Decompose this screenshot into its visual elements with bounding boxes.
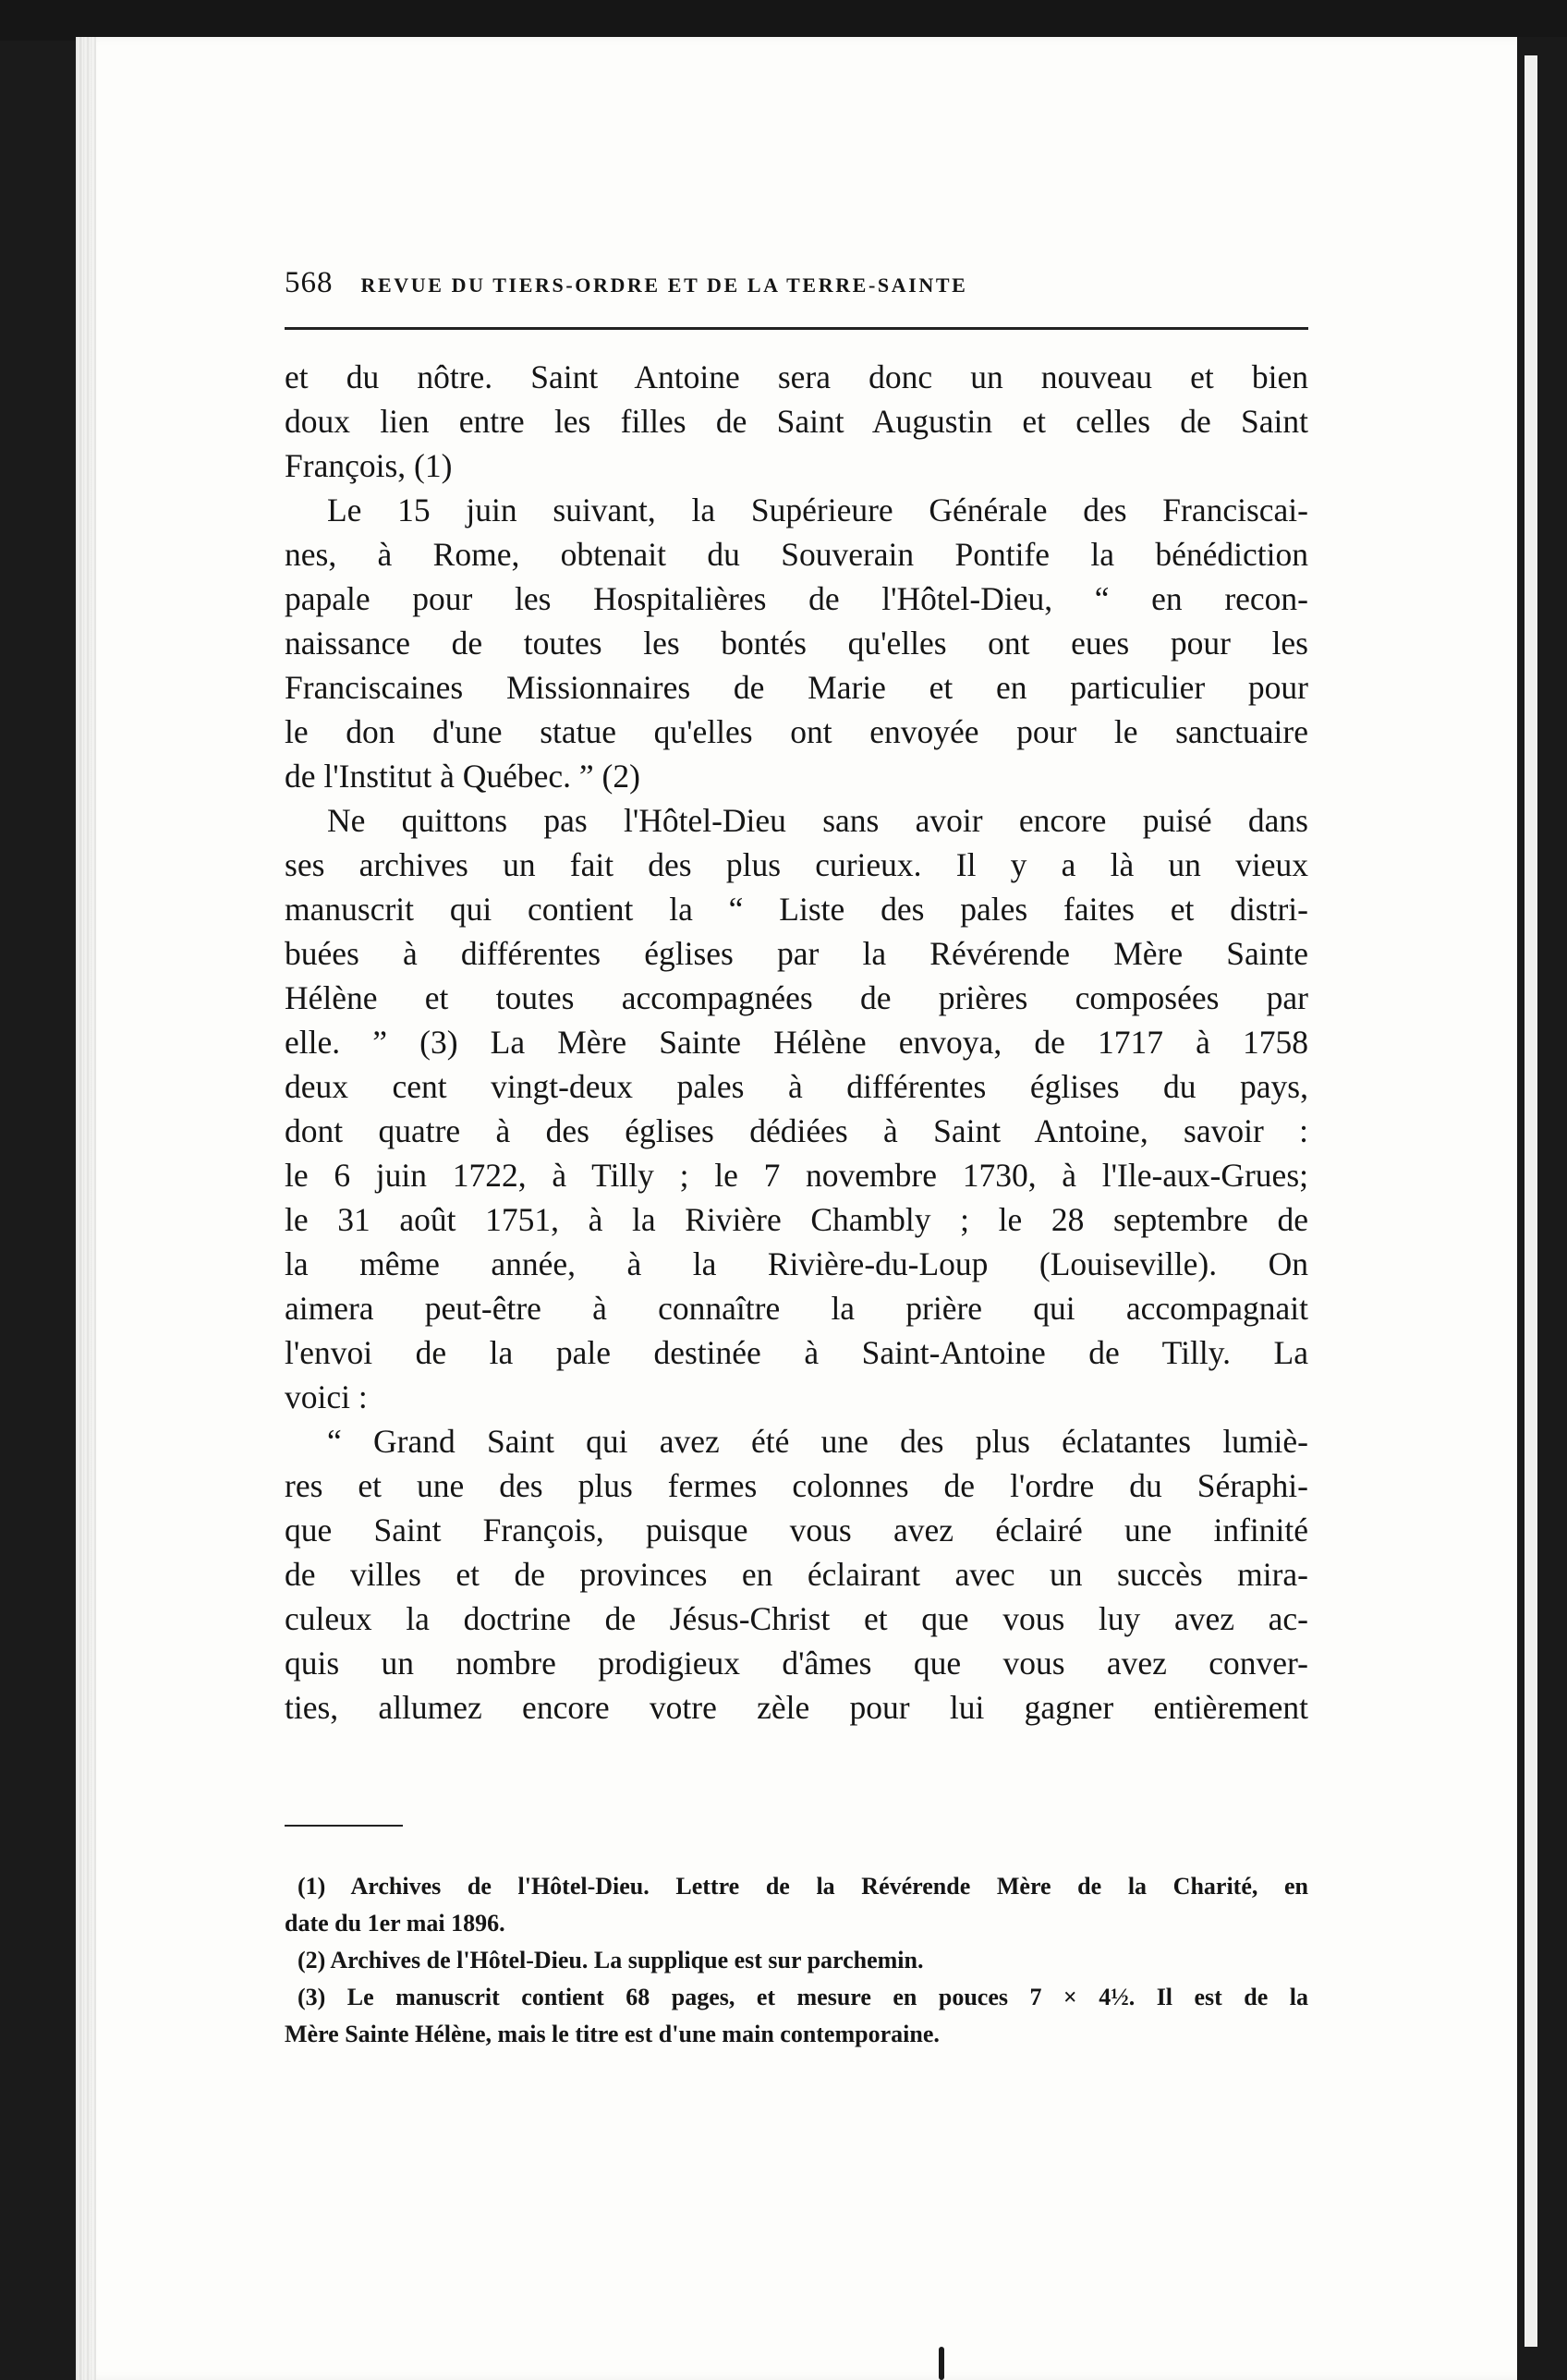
text-line: manuscrit qui contient la “ Liste des pales faites et distri- [285,891,1308,928]
text-line: Le 15 juin suivant, la Supérieure Générale des Franciscai- [327,492,1308,528]
footnote-line: date du 1er mai 1896. [285,1910,505,1937]
text-line: res et une des plus fermes colonnes de l'ordre du Séraphi- [285,1467,1308,1504]
page-number: 568 [285,266,334,299]
text-line: l'envoi de la pale destinée à Saint-Antoine de Tilly. La [285,1334,1308,1371]
text-line: ties, allumez encore votre zèle pour lui gagner entièrement [285,1689,1308,1726]
text-line: le 6 juin 1722, à Tilly ; le 7 novembre 1730, à l'Ile-aux-Grues; [285,1157,1308,1194]
scan-top-border [0,0,1567,41]
text-line: de l'Institut à Québec. ” (2) [285,758,640,795]
footnote-line: (2) Archives de l'Hôtel-Dieu. La supplique est sur parchemin. [298,1947,924,1973]
text-line: quis un nombre prodigieux d'âmes que vous avez conver- [285,1645,1308,1682]
text-line: nes, à Rome, obtenait du Souverain Pontife la bénédiction [285,536,1308,573]
footnotes [285,1868,1308,2053]
scan-artifact [939,2347,944,2380]
facing-page-edge [1524,55,1537,2347]
text-line: elle. ” (3) La Mère Sainte Hélène envoya, de 1717 à 1758 [285,1024,1308,1061]
text-line: Hélène et toutes accompagnées de prières composées par [285,979,1308,1016]
body-text [285,355,1308,1730]
footnote-line: (1) Archives de l'Hôtel-Dieu. Lettre de la Révérende Mère de la Charité, en [298,1873,1308,1900]
text-line: Franciscaines Missionnaires de Marie et en particulier pour [285,669,1308,706]
footnote-line: Mère Sainte Hélène, mais le titre est d'une main contemporaine. [285,2021,940,2047]
text-line: et du nôtre. Saint Antoine sera donc un nouveau et bien [285,358,1308,395]
text-line: deux cent vingt-deux pales à différentes églises du pays, [285,1068,1308,1105]
running-header [285,266,1308,303]
text-line: Ne quittons pas l'Hôtel-Dieu sans avoir encore puisé dans [327,802,1308,839]
text-line: de villes et de provinces en éclairant avec un succès mira- [285,1556,1308,1593]
text-line: le 31 août 1751, à la Rivière Chambly ; le 28 septembre de [285,1201,1308,1238]
text-line: doux lien entre les filles de Saint Augustin et celles de Saint [285,403,1308,440]
text-line: ses archives un fait des plus curieux. Il y a là un vieux [285,846,1308,883]
text-line: naissance de toutes les bontés qu'elles ont eues pour les [285,625,1308,662]
text-line: voici : [285,1378,368,1415]
text-line: aimera peut-être à connaître la prière qui accompagnait [285,1290,1308,1327]
text-line: culeux la doctrine de Jésus-Christ et que vous luy avez ac- [285,1600,1308,1637]
text-line: que Saint François, puisque vous avez éclairé une infinité [285,1512,1308,1548]
footnote-rule [285,1825,403,1827]
page-stack-edges [76,37,96,2380]
text-line: “ Grand Saint qui avez été une des plus éclatantes lumiè- [327,1423,1308,1460]
footnote-line: (3) Le manuscrit contient 68 pages, et mesure en pouces 7 × 4½. Il est de la [298,1984,1308,2010]
text-line: le don d'une statue qu'elles ont envoyée pour le sanctuaire [285,713,1308,750]
text-line: François, (1) [285,447,453,484]
text-line: buées à différentes églises par la Révérende Mère Sainte [285,935,1308,972]
header-rule [285,327,1308,330]
text-line: dont quatre à des églises dédiées à Saint Antoine, savoir : [285,1112,1308,1149]
running-title: REVUE DU TIERS-ORDRE ET DE LA TERRE-SAINTE [360,273,968,297]
text-line: papale pour les Hospitalières de l'Hôtel-Dieu, “ en recon- [285,580,1308,617]
text-line: la même année, à la Rivière-du-Loup (Louiseville). On [285,1245,1308,1282]
